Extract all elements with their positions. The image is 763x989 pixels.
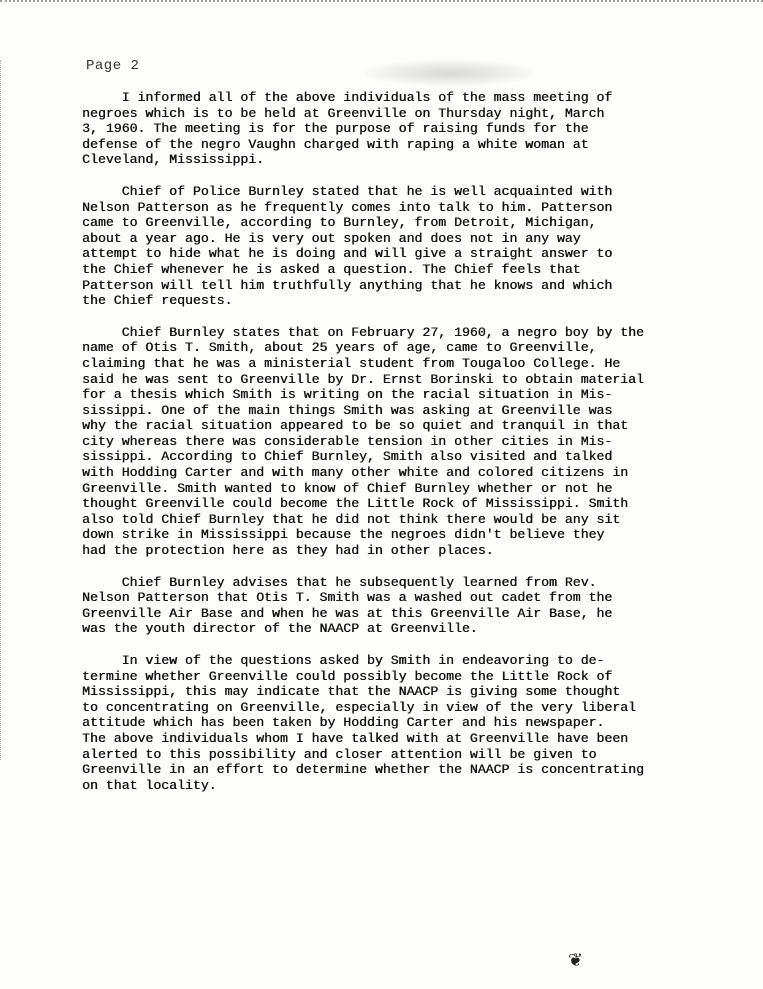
text-line: Cleveland, Mississippi. [82, 152, 265, 168]
text-line: termine whether Greenville could possibly become the Little Rock of [82, 668, 613, 684]
page-left-edge [0, 60, 3, 760]
text-line: with Hodding Carter and with many other white and colored citizens in [82, 465, 629, 481]
text-line: defense of the negro Vaughn charged with raping a white woman at [82, 136, 589, 152]
text-line: said he was sent to Greenville by Dr. Ernst Borinski to obtain material [82, 371, 644, 387]
text-line: Mississippi, this may indicate that the NAACP is giving some thought [82, 684, 621, 700]
text-line: Greenville in an effort to determine whether the NAACP is concentrating [82, 762, 644, 778]
text-line: sissippi. One of the main things Smith was asking at Greenville was [82, 402, 613, 418]
scan-smudge [365, 60, 535, 86]
text-line: Chief of Police Burnley stated that he is well acquainted with [82, 183, 613, 199]
page-number: Page 2 [86, 58, 140, 74]
text-line: Nelson Patterson as he frequently comes into talk to him. Patterson [82, 199, 613, 215]
text-line: why the racial situation appeared to be so quiet and tranquil in that [82, 418, 629, 434]
paragraph-otis-smith [82, 325, 732, 559]
text-line: The above individuals whom I have talked with at Greenville have been [82, 730, 629, 746]
text-line: Greenville. Smith wanted to know of Chief Burnley whether or not he [82, 480, 613, 496]
text-line: alerted to this possibility and closer attention will be given to [82, 746, 597, 762]
text-line: down strike in Mississippi because the negroes didn't believe they [82, 527, 605, 543]
text-line: the Chief requests. [82, 293, 233, 309]
text-line: city whereas there was considerable tension in other cities in Mis- [82, 433, 613, 449]
text-line: had the protection here as they had in other places. [82, 543, 494, 559]
text-line: 3, 1960. The meeting is for the purpose of raising funds for the [82, 121, 589, 137]
text-line: sissippi. According to Chief Burnley, Smith also visited and talked [82, 449, 613, 465]
text-line: attitude which has been taken by Hodding Carter and his newspaper. [82, 715, 605, 731]
ink-mark: ❦ [568, 950, 584, 971]
text-line: I informed all of the above individuals of the mass meeting of [82, 90, 613, 105]
page-top-edge [0, 0, 763, 6]
text-line: negroes which is to be held at Greenville on Thursday night, March [82, 105, 605, 121]
text-line: Nelson Patterson that Otis T. Smith was a washed out cadet from the [82, 590, 613, 606]
text-line: Patterson will tell him truthfully anything that he knows and which [82, 277, 613, 293]
text-line: for a thesis which Smith is writing on the racial situation in Mis- [82, 387, 613, 403]
paragraph-cadet [82, 575, 732, 637]
text-line: was the youth director of the NAACP at Greenville. [82, 621, 478, 637]
paragraph-conclusion [82, 653, 732, 793]
text-line: to concentrating on Greenville, especially in view of the very liberal [82, 699, 636, 715]
paragraph-patterson [82, 184, 732, 309]
text-line: In view of the questions asked by Smith in endeavoring to de- [82, 653, 605, 668]
document-body [82, 90, 732, 809]
text-line: came to Greenville, according to Burnley, from Detroit, Michigan, [82, 215, 597, 231]
text-line: about a year ago. He is very out spoken and does not in any way [82, 230, 581, 246]
paragraph-mass-meeting [82, 90, 732, 168]
text-line: Chief Burnley advises that he subsequently learned from Rev. [82, 574, 597, 590]
text-line: on that locality. [82, 777, 217, 793]
text-line: also told Chief Burnley that he did not think there would be any sit [82, 511, 621, 527]
text-line: Greenville Air Base and when he was at this Greenville Air Base, he [82, 605, 613, 621]
text-line: claiming that he was a ministerial student from Tougaloo College. He [82, 355, 621, 371]
text-line: name of Otis T. Smith, about 25 years of age, came to Greenville, [82, 340, 597, 356]
text-line: Chief Burnley states that on February 27, 1960, a negro boy by the [82, 324, 644, 340]
text-line: the Chief whenever he is asked a question. The Chief feels that [82, 261, 581, 277]
text-line: attempt to hide what he is doing and will give a straight answer to [82, 246, 613, 262]
text-line: thought Greenville could become the Little Rock of Mississippi. Smith [82, 496, 629, 512]
